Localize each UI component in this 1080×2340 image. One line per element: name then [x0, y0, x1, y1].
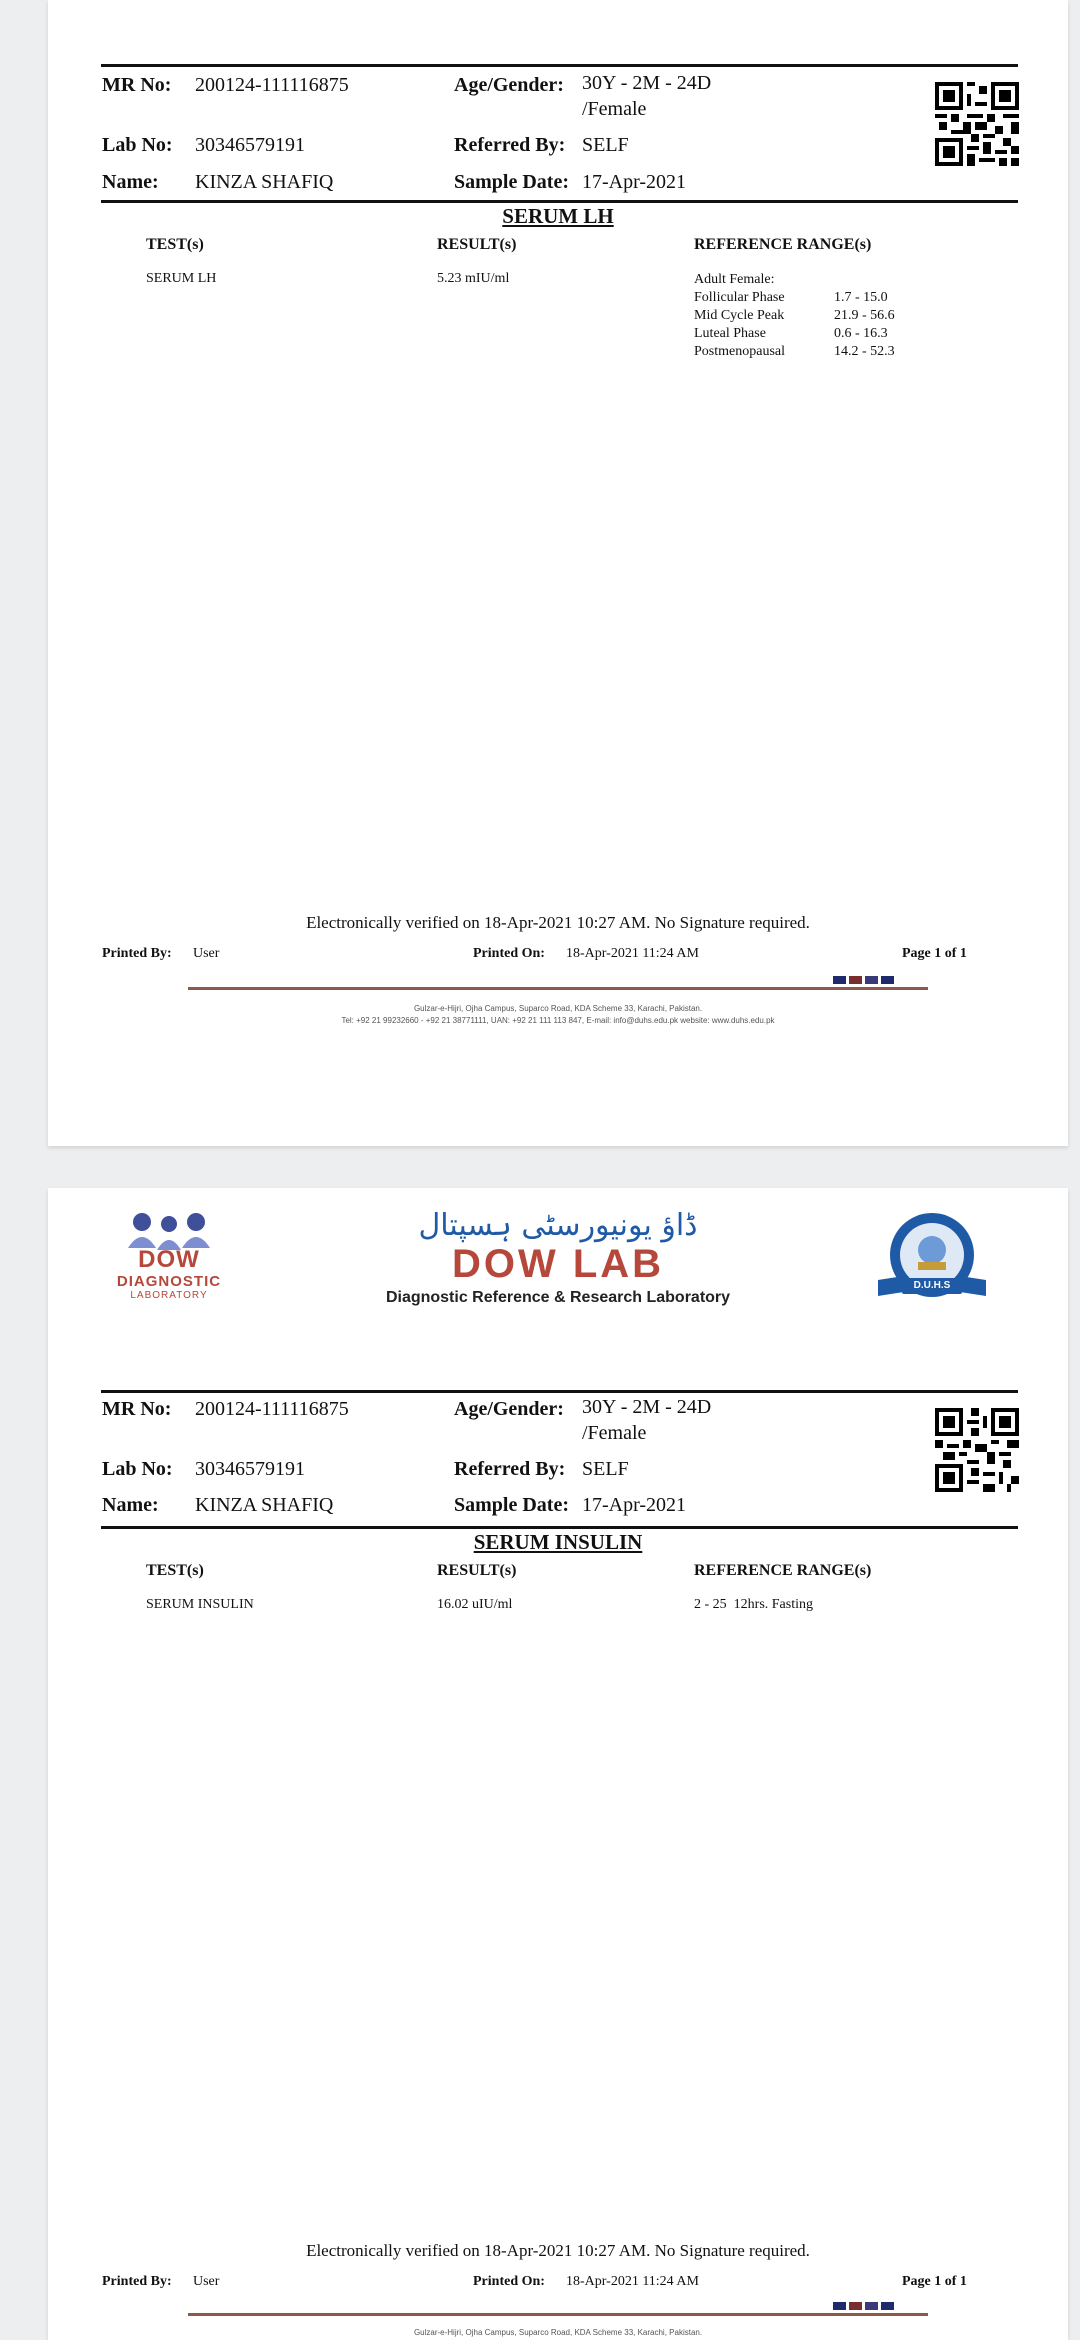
report-title: SERUM INSULIN: [473, 1530, 643, 1554]
name-label: Name:: [102, 171, 159, 193]
test-name: SERUM INSULIN: [146, 1597, 254, 1612]
logo-left-laboratory: LABORATORY: [130, 1290, 208, 1301]
printed-by-value: User: [193, 946, 220, 961]
footer-contact: Tel: +92 21 99232660 - +92 21 38771111, UAN: +92 21 111 113 847, E-mail: info@duhs.edu.pk website: www.duhs.edu.pk: [341, 1016, 775, 1025]
printed-on-value: 18-Apr-2021 11:24 AM: [566, 2274, 699, 2289]
name-label: Name:: [102, 1494, 159, 1516]
patient-name: KINZA SHAFIQ: [195, 171, 334, 193]
patient-name: KINZA SHAFIQ: [195, 1494, 334, 1516]
column-header-result: RESULT(s): [437, 236, 517, 253]
report-page-2: [48, 1188, 1068, 2340]
test-result: 16.02 uIU/ml: [437, 1597, 513, 1612]
sample-date-value: 17-Apr-2021: [582, 171, 687, 193]
verification-note: Electronically verified on 18-Apr-2021 10:27 AM. No Signature required.: [306, 2241, 810, 2260]
printed-by-label: Printed By:: [102, 946, 172, 961]
lab-no-label: Lab No:: [102, 1458, 173, 1480]
referred-by-value: SELF: [582, 1458, 629, 1480]
reference-row: [694, 343, 895, 361]
column-header-test: TEST(s): [146, 1562, 204, 1579]
brand-name: DOW LAB: [451, 1242, 665, 1286]
phase-name: Luteal Phase: [694, 326, 766, 341]
printed-by-label: Printed By:: [102, 2274, 172, 2289]
phase-name: Follicular Phase: [694, 290, 785, 305]
footer-address: Gulzar-e-Hijri, Ojha Campus, Suparco Road, KDA Scheme 33, Karachi, Pakistan.: [413, 2328, 703, 2337]
qr-code-icon: [935, 82, 1019, 166]
test-result: 5.23 mIU/ml: [437, 271, 510, 286]
footer-rule: [188, 987, 928, 990]
page-number: Page 1 of 1: [902, 2274, 967, 2289]
footer-decor: [833, 976, 894, 984]
printed-by-value: User: [193, 2274, 220, 2289]
mr-label: MR No:: [102, 1398, 172, 1420]
column-header-reference: REFERENCE RANGE(s): [694, 236, 872, 253]
urdu-hospital-name: ڈاؤ یونیورسٹی ہسپتال: [418, 1208, 698, 1243]
referred-by-label: Referred By:: [454, 1458, 566, 1480]
printed-on-label: Printed On:: [473, 2274, 545, 2289]
reference-row: [694, 307, 895, 325]
phase-range: 21.9 - 56.6: [834, 308, 895, 323]
referred-by-value: SELF: [582, 134, 629, 156]
column-header-result: RESULT(s): [437, 1562, 517, 1579]
seal-text: D.U.H.S: [913, 1280, 951, 1291]
report-title: SERUM LH: [502, 204, 614, 228]
phase-range: 14.2 - 52.3: [834, 344, 895, 359]
mr-number: 200124-111116875: [195, 1398, 349, 1420]
page-number: Page 1 of 1: [902, 946, 967, 961]
footer-rule: [188, 2313, 928, 2316]
test-name: SERUM LH: [146, 271, 217, 286]
mr-label: MR No:: [102, 74, 172, 96]
gender-value: /Female: [582, 1422, 647, 1444]
gender-value: /Female: [582, 98, 647, 120]
phase-name: Mid Cycle Peak: [694, 308, 785, 323]
brand-tagline: Diagnostic Reference & Research Laboratory: [385, 1289, 731, 1306]
age-gender-label: Age/Gender:: [454, 1398, 564, 1420]
logo-left-diagnostic: DIAGNOSTIC: [116, 1273, 222, 1290]
phase-range: 0.6 - 16.3: [834, 326, 888, 341]
report-page-1: [48, 0, 1068, 1146]
footer-address: Gulzar-e-Hijri, Ojha Campus, Suparco Road, KDA Scheme 33, Karachi, Pakistan.: [413, 1004, 703, 1013]
logo-left-dow: DOW: [138, 1246, 200, 1273]
verification-note: Electronically verified on 18-Apr-2021 10:27 AM. No Signature required.: [306, 913, 810, 932]
reference-row: [694, 325, 895, 343]
lab-no-label: Lab No:: [102, 134, 173, 156]
reference-range: 2 - 25 12hrs. Fasting: [694, 1597, 813, 1612]
mr-number: 200124-111116875: [195, 74, 349, 96]
header-bottom-rule: [101, 200, 1018, 203]
header-bottom-rule: [101, 1526, 1018, 1529]
header-top-rule: [101, 64, 1018, 67]
reference-row: [694, 289, 895, 307]
column-header-test: TEST(s): [146, 236, 204, 253]
printed-on-value: 18-Apr-2021 11:24 AM: [566, 946, 699, 961]
reference-heading: Adult Female:: [694, 272, 775, 287]
lab-number: 30346579191: [195, 134, 305, 156]
lab-number: 30346579191: [195, 1458, 305, 1480]
phase-range: 1.7 - 15.0: [834, 290, 888, 305]
referred-by-label: Referred By:: [454, 134, 566, 156]
sample-date-value: 17-Apr-2021: [582, 1494, 687, 1516]
university-seal-logo: [874, 1210, 990, 1306]
sample-date-label: Sample Date:: [454, 1494, 569, 1516]
printed-on-label: Printed On:: [473, 946, 545, 961]
phase-name: Postmenopausal: [694, 344, 785, 359]
footer-decor: [833, 2302, 894, 2310]
seal-icon: [874, 1210, 990, 1306]
reference-range-block: [694, 271, 895, 361]
column-header-reference: REFERENCE RANGE(s): [694, 1562, 872, 1579]
age-value: 30Y - 2M - 24D: [582, 1396, 712, 1418]
header-top-rule: [101, 1390, 1018, 1393]
age-gender-label: Age/Gender:: [454, 74, 564, 96]
sample-date-label: Sample Date:: [454, 171, 569, 193]
age-value: 30Y - 2M - 24D: [582, 72, 712, 94]
qr-code-icon: [935, 1408, 1019, 1492]
